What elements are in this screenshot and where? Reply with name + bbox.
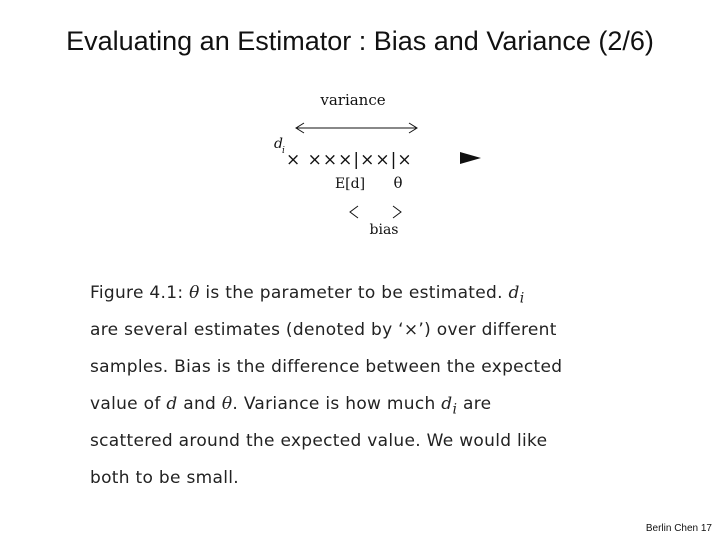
- caption-line-4-pre: value of: [90, 394, 161, 414]
- caption-line-1-text: is the parameter to be estimated.: [205, 283, 503, 303]
- figure-caption: [90, 280, 630, 502]
- di-symbol-2-subscript: i: [452, 401, 458, 418]
- bias-variance-diagram: [262, 86, 502, 240]
- expected-value-label: E[d]: [334, 176, 366, 192]
- slide-title: Evaluating an Estimator : Bias and Variance (2/6): [66, 26, 654, 56]
- variance-label: variance: [320, 91, 386, 109]
- di-symbol: [508, 283, 525, 307]
- estimate-label-subscript: i: [282, 146, 285, 156]
- di-symbol-2: [441, 394, 458, 418]
- caption-line-4-post: . Variance is how much: [232, 394, 436, 414]
- caption-line-4: [90, 391, 630, 428]
- right-pointer-icon: [460, 152, 481, 164]
- estimate-label-d: d: [274, 136, 283, 152]
- caption-line-1: [90, 280, 630, 317]
- di-symbol-d: d: [508, 283, 520, 303]
- caption-line-6: both to be small.: [90, 468, 239, 488]
- caption-line-3: samples. Bias is the difference between the expected: [90, 357, 563, 377]
- slide-footer: Berlin Chen 17: [645, 523, 712, 534]
- d-symbol: d: [166, 394, 178, 414]
- caption-line-2: are several estimates (denoted by ‘×’) over different: [90, 320, 557, 340]
- di-symbol-2-d: d: [441, 394, 453, 414]
- estimates-row: × ×××|××|×: [286, 150, 413, 170]
- caption-line-5: scattered around the expected value. We would like: [90, 431, 548, 451]
- caption-line-4-are: are: [463, 394, 492, 414]
- bias-label: bias: [369, 222, 399, 238]
- bias-arrow: [350, 206, 401, 218]
- theta-label: θ: [393, 174, 403, 192]
- di-symbol-subscript: i: [519, 290, 525, 307]
- variance-arrow: [296, 123, 417, 133]
- theta-symbol-2: θ: [221, 394, 233, 414]
- theta-symbol: θ: [189, 283, 200, 303]
- caption-line-4-and: and: [183, 394, 217, 414]
- figure-number: Figure 4.1:: [90, 283, 184, 303]
